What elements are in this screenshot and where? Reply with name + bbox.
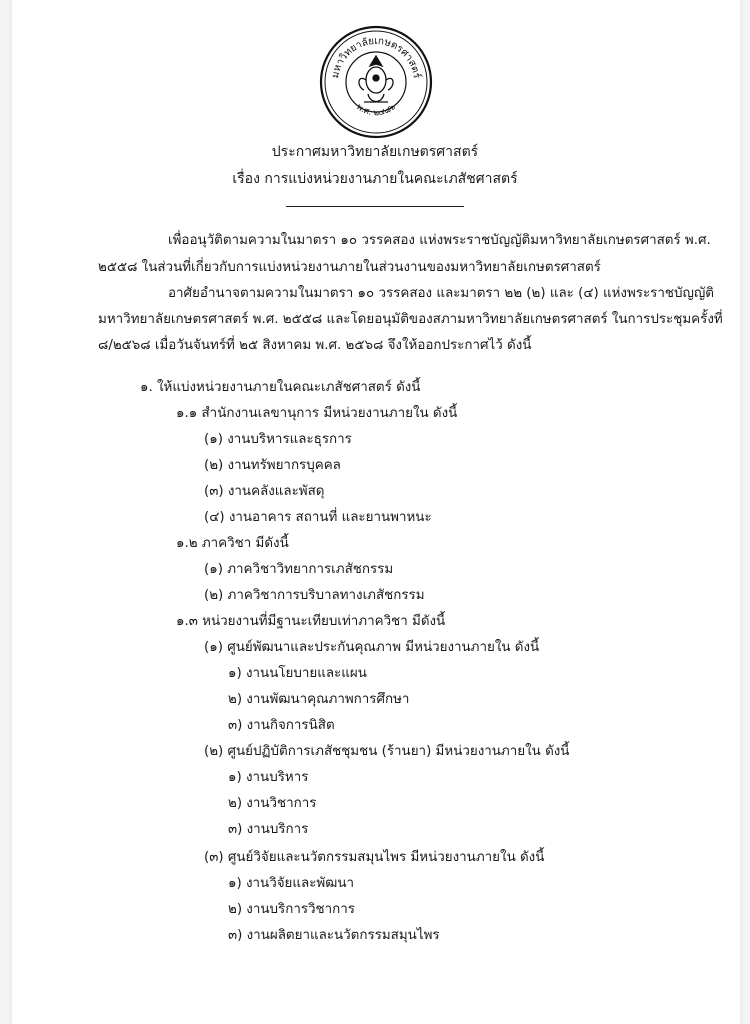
- list-item: ๒) งานบริการวิชาการ: [228, 902, 355, 917]
- seal-text-top: มหาวิทยาลัยเกษตรศาสตร์: [330, 35, 422, 80]
- list-item: (๑) ศูนย์พัฒนาและประกันคุณภาพ มีหน่วยงานภายใน ดังนี้: [204, 640, 540, 655]
- list-item: (๒) ศูนย์ปฏิบัติการเภสัชชุมชน (ร้านยา) มีหน่วยงานภายใน ดังนี้: [204, 744, 570, 759]
- list-item: ๓) งานผลิตยาและนวัตกรรมสมุนไพร: [228, 928, 440, 943]
- list-item: (๒) ภาควิชาการบริบาลทางเภสัชกรรม: [204, 588, 425, 603]
- list-item: ๑) งานบริหาร: [228, 770, 309, 785]
- list-item: ๒) งานพัฒนาคุณภาพการศึกษา: [228, 692, 410, 707]
- university-seal: [318, 24, 434, 140]
- preamble-p2-line2: มหาวิทยาลัยเกษตรศาสตร์ พ.ศ. ๒๕๕๘ และโดยอนุมัติของสภามหาวิทยาลัยเกษตรศาสตร์ ในการประชุมครั้งที่: [98, 312, 723, 327]
- list-item: ๑) งานนโยบายและแผน: [228, 666, 367, 681]
- announcement-title: ประกาศมหาวิทยาลัยเกษตรศาสตร์: [271, 144, 479, 160]
- preamble-p1-line2: ๒๕๕๘ ในส่วนที่เกี่ยวกับการแบ่งหน่วยงานภายในส่วนงานของมหาวิทยาลัยเกษตรศาสตร์: [98, 260, 601, 275]
- preamble-p2-line3: ๘/๒๕๖๘ เมื่อวันจันทร์ที่ ๒๕ สิงหาคม พ.ศ. ๒๕๖๘ จึงให้ออกประกาศไว้ ดังนี้: [98, 338, 532, 353]
- preamble-p1-line1: เพื่ออนุวัติตามความในมาตรา ๑๐ วรรคสอง แห่งพระราชบัญญัติมหาวิทยาลัยเกษตรศาสตร์ พ.ศ.: [168, 233, 711, 248]
- seal-text-bottom: พ.ศ. ๒๔๘๖: [354, 102, 398, 119]
- list-item: (๓) ศูนย์วิจัยและนวัตกรรมสมุนไพร มีหน่วยงานภายใน ดังนี้: [204, 850, 545, 865]
- list-item: (๒) งานทรัพยากรบุคคล: [204, 458, 341, 473]
- list-item: (๑) งานบริหารและธุรการ: [204, 432, 352, 447]
- title-divider: [286, 206, 464, 207]
- list-item: ๑.๓ หน่วยงานที่มีฐานะเทียบเท่าภาควิชา มีดังนี้: [176, 614, 446, 629]
- list-item: ๒) งานวิชาการ: [228, 796, 317, 811]
- list-item: (๓) งานคลังและพัสดุ: [204, 484, 325, 499]
- preamble-p2-line1: อาศัยอำนาจตามความในมาตรา ๑๐ วรรคสอง และมาตรา ๒๒ (๒) และ (๔) แห่งพระราชบัญญัติ: [168, 286, 714, 301]
- list-item: ๑) งานวิจัยและพัฒนา: [228, 876, 355, 891]
- seal-emblem-icon: [318, 24, 434, 140]
- announcement-subject: เรื่อง การแบ่งหน่วยงานภายในคณะเภสัชศาสตร์: [232, 171, 518, 187]
- list-item: ๑. ให้แบ่งหน่วยงานภายในคณะเภสัชศาสตร์ ดังนี้: [140, 380, 421, 395]
- list-item: ๑.๑ สำนักงานเลขานุการ มีหน่วยงานภายใน ดังนี้: [176, 406, 458, 421]
- list-item: ๓) งานบริการ: [228, 822, 309, 837]
- list-item: (๑) ภาควิชาวิทยาการเภสัชกรรม: [204, 562, 394, 577]
- list-item: ๓) งานกิจการนิสิต: [228, 718, 335, 733]
- list-item: (๔) งานอาคาร สถานที่ และยานพาหนะ: [204, 510, 432, 525]
- list-item: ๑.๒ ภาควิชา มีดังนี้: [176, 536, 289, 551]
